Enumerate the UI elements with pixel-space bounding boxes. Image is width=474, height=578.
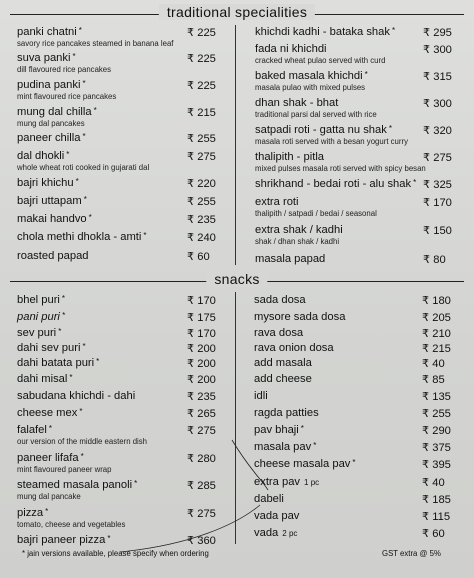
item-name: paneer chilla * (17, 132, 86, 144)
item-name: mysore sada dosa (254, 311, 346, 323)
item-name: dabeli (254, 493, 284, 505)
jain-mark: * (45, 507, 49, 516)
item-name: sada dosa (254, 294, 306, 306)
item-name: vada 2 pc (254, 527, 298, 539)
item-name: bajri paneer pizza * (17, 534, 111, 546)
item-name: masala pav * (254, 441, 317, 453)
item-price: ₹ 175 (187, 312, 216, 324)
item-price: ₹ 375 (422, 442, 451, 454)
item-name: idli (254, 390, 268, 402)
item-name: pudina panki * (17, 79, 86, 91)
jain-mark: * (75, 177, 79, 186)
item-price: ₹ 280 (187, 453, 216, 465)
jain-mark: * (61, 294, 66, 303)
item-name: add cheese (254, 373, 312, 385)
item-description: savory rice pancakes steamed in banana leaf (17, 39, 174, 48)
item-description: shak / dhan shak / kadhi (255, 237, 340, 246)
jain-mark: * (352, 458, 356, 467)
section-title-traditional: traditional specialities (159, 4, 315, 20)
section-title-snacks: snacks (206, 271, 267, 287)
item-price: ₹ 215 (187, 107, 216, 119)
item-unit: 1 pc (304, 478, 320, 487)
jain-mark: * (134, 479, 138, 488)
item-description: mint flavoured paneer wrap (17, 465, 112, 474)
item-price: ₹ 275 (187, 425, 216, 437)
item-price: ₹ 215 (422, 343, 451, 355)
item-price: ₹ 255 (422, 408, 451, 420)
item-price: ₹ 170 (187, 328, 216, 340)
item-price: ₹ 115 (422, 511, 451, 523)
item-name: makai handvo * (17, 213, 92, 225)
item-price: ₹ 255 (187, 133, 216, 145)
item-description: whole wheat roti cooked in gujarati dal (17, 163, 150, 172)
item-description: cracked wheat pulao served with curd (255, 56, 386, 65)
jain-mark: * (78, 26, 82, 35)
jain-note: * jain versions available, please specify when ordering (22, 549, 209, 558)
item-name: bajri uttapam * (17, 195, 87, 207)
item-description: traditional parsi dal served with rice (255, 110, 377, 119)
item-description: mint flavoured rice pancakes (17, 92, 117, 101)
item-name: extra pav 1 pc (254, 476, 320, 488)
item-name: chola methi dhokla - amti * (17, 231, 147, 243)
jain-mark: * (83, 195, 87, 204)
item-price: ₹ 200 (187, 374, 216, 386)
item-price: ₹ 40 (422, 477, 445, 489)
jain-mark: * (61, 311, 66, 320)
item-name: pav bhaji * (254, 424, 304, 436)
jain-mark: * (82, 132, 86, 141)
item-price: ₹ 395 (422, 459, 451, 471)
item-price: ₹ 275 (187, 508, 216, 520)
item-name: extra shak / kadhi (255, 224, 343, 236)
item-price: ₹ 315 (423, 71, 452, 83)
item-name: masala papad (255, 253, 326, 265)
item-price: ₹ 325 (423, 179, 452, 191)
item-price: ₹ 225 (187, 27, 216, 39)
item-name: rava dosa (254, 327, 304, 339)
item-name: satpadi roti - gatta nu shak * (255, 124, 392, 136)
item-price: ₹ 320 (423, 125, 452, 137)
item-name: thalipith - pitla (255, 151, 325, 163)
item-name: sabudana khichdi - dahi (17, 390, 136, 402)
jain-mark: * (388, 124, 392, 133)
item-price: ₹ 300 (423, 98, 452, 110)
item-name: falafel * (17, 424, 52, 436)
jain-mark: * (48, 424, 52, 433)
item-description: mung dal pancake (17, 492, 81, 501)
jain-mark: * (93, 106, 97, 115)
item-name: steamed masala panoli * (17, 479, 138, 491)
item-name: roasted papad (17, 250, 89, 262)
item-description: masala pulao with mixed pulses (255, 83, 366, 92)
item-price: ₹ 200 (187, 358, 216, 370)
jain-mark: * (143, 231, 147, 240)
item-name: dahi misal * (17, 373, 73, 385)
item-price: ₹ 295 (423, 27, 452, 39)
jain-mark: * (107, 534, 111, 543)
item-price: ₹ 185 (422, 494, 451, 506)
item-price: ₹ 220 (187, 178, 216, 190)
item-description: dill flavoured rice pancakes (17, 65, 112, 74)
item-price: ₹ 275 (187, 151, 216, 163)
jain-mark: * (79, 407, 83, 416)
jain-mark: * (58, 327, 62, 336)
item-price: ₹ 360 (187, 535, 216, 547)
item-name: bhel puri * (17, 294, 66, 306)
jain-mark: * (300, 424, 304, 433)
jain-mark: * (96, 357, 100, 366)
item-name: bajri khichu * (17, 177, 79, 189)
jain-mark: * (72, 52, 76, 61)
item-description: tomato, cheese and vegetables (17, 520, 126, 529)
item-price: ₹ 275 (423, 152, 452, 164)
item-description: mixed pulses masala roti served with spicy besan (255, 164, 426, 173)
item-name: pani puri * (17, 311, 66, 323)
item-price: ₹ 290 (422, 425, 451, 437)
item-name: paneer lifafa * (17, 452, 84, 464)
jain-mark: * (313, 441, 317, 450)
item-name: cheese mex * (17, 407, 83, 419)
item-price: ₹ 225 (187, 53, 216, 65)
jain-mark: * (69, 373, 73, 382)
jain-mark: * (391, 26, 396, 35)
item-price: ₹ 225 (187, 80, 216, 92)
item-name: shrikhand - bedai roti - alu shak * (255, 178, 417, 190)
item-price: ₹ 210 (422, 328, 451, 340)
item-price: ₹ 235 (187, 391, 216, 403)
item-price: ₹ 240 (187, 232, 216, 244)
item-price: ₹ 85 (422, 374, 445, 386)
item-description: our version of the middle eastern dish (17, 437, 148, 446)
item-price: ₹ 285 (187, 480, 216, 492)
item-name: dahi sev puri * (17, 342, 86, 354)
item-name: dahi batata puri * (17, 357, 100, 369)
item-price: ₹ 60 (422, 528, 445, 540)
item-name: ragda patties (254, 407, 319, 419)
item-description: mung dal pancakes (17, 119, 85, 128)
item-name: khichdi kadhi - bataka shak * (255, 26, 396, 38)
item-name: extra roti (255, 196, 299, 208)
gst-note: GST extra @ 5% (382, 549, 441, 558)
item-price: ₹ 300 (423, 44, 452, 56)
item-name: vada pav (254, 510, 300, 522)
item-price: ₹ 200 (187, 343, 216, 355)
item-name: fada ni khichdi (255, 43, 327, 55)
jain-mark: * (80, 452, 84, 461)
jain-mark: * (88, 213, 92, 222)
item-price: ₹ 60 (187, 251, 210, 263)
jain-mark: * (364, 70, 368, 79)
jain-mark: * (413, 178, 417, 187)
item-unit: 2 pc (282, 529, 298, 538)
item-name: cheese masala pav * (254, 458, 356, 470)
item-price: ₹ 205 (422, 312, 451, 324)
item-price: ₹ 150 (423, 225, 452, 237)
item-price: ₹ 170 (187, 295, 216, 307)
jain-mark: * (66, 150, 70, 159)
item-name: rava onion dosa (254, 342, 334, 354)
item-description: thalipith / satpadi / bedai / seasonal (255, 209, 377, 218)
item-name: add masala (254, 357, 312, 369)
item-name: dhan shak - bhat (255, 97, 339, 109)
item-name: mung dal chilla * (17, 106, 97, 118)
item-price: ₹ 180 (422, 295, 451, 307)
item-price: ₹ 80 (423, 254, 446, 266)
item-name: dal dhokli * (17, 150, 70, 162)
jain-mark: * (82, 79, 86, 88)
item-price: ₹ 170 (423, 197, 452, 209)
item-name: panki chatni * (17, 26, 82, 38)
item-name: sev puri * (17, 327, 62, 339)
item-name: baked masala khichdi * (255, 70, 368, 82)
item-price: ₹ 40 (422, 358, 445, 370)
item-price: ₹ 255 (187, 196, 216, 208)
item-price: ₹ 135 (422, 391, 451, 403)
item-name: suva panki * (17, 52, 76, 64)
item-name: pizza * (17, 507, 49, 519)
item-price: ₹ 235 (187, 214, 216, 226)
item-description: masala roti served with a besan yogurt curry (255, 137, 408, 146)
jain-mark: * (82, 342, 86, 351)
item-price: ₹ 265 (187, 408, 216, 420)
